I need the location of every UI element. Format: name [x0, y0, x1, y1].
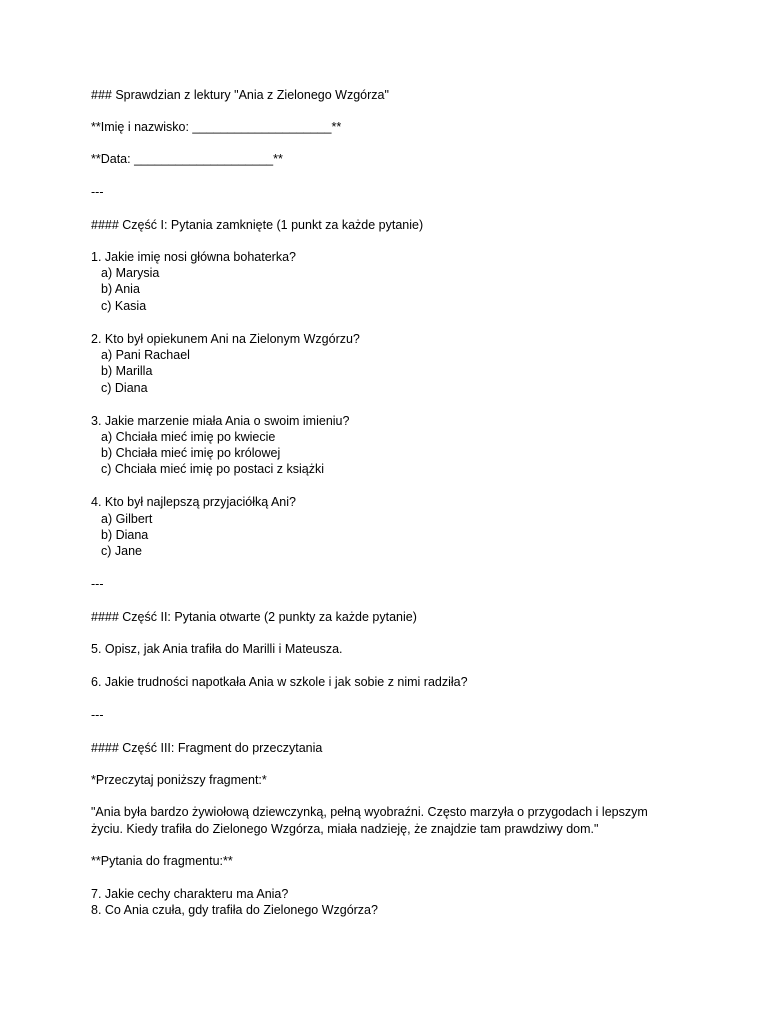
part3-heading: #### Część III: Fragment do przeczytania — [91, 741, 323, 755]
question-8: 8. Co Ania czuła, gdy trafiła do Zielonego Wzgórza? — [91, 903, 378, 917]
fragment-text-line-1: "Ania była bardzo żywiołową dziewczynką, pełną wyobraźni. Często marzyła o przygodach i lepszym — [91, 805, 648, 819]
part1-heading: #### Część I: Pytania zamknięte (1 punkt za każde pytanie) — [91, 218, 424, 232]
part2-heading: #### Część II: Pytania otwarte (2 punkty za każde pytanie) — [91, 610, 417, 624]
question-4-option-c: c) Jane — [101, 544, 142, 558]
fragment-questions-heading: **Pytania do fragmentu:** — [91, 854, 233, 868]
question-3: 3. Jakie marzenie miała Ania o swoim imieniu? — [91, 414, 350, 428]
question-3-option-c: c) Chciała mieć imię po postaci z książki — [101, 462, 324, 476]
question-4: 4. Kto był najlepszą przyjaciółką Ani? — [91, 495, 296, 509]
question-2-option-a: a) Pani Rachael — [101, 348, 190, 362]
question-1: 1. Jakie imię nosi główna bohaterka? — [91, 250, 296, 264]
fragment-instruction: *Przeczytaj poniższy fragment:* — [91, 773, 267, 787]
document-title: ### Sprawdzian z lektury "Ania z Zielonego Wzgórza" — [91, 88, 389, 102]
question-4-option-a: a) Gilbert — [101, 512, 153, 526]
question-3-option-a: a) Chciała mieć imię po kwiecie — [101, 430, 276, 444]
question-1-option-b: b) Ania — [101, 282, 140, 296]
name-field: **Imię i nazwisko: ____________________** — [91, 120, 342, 134]
question-2: 2. Kto był opiekunem Ani na Zielonym Wzgórzu? — [91, 332, 360, 346]
question-4-option-b: b) Diana — [101, 528, 149, 542]
question-2-option-b: b) Marilla — [101, 364, 153, 378]
question-2-option-c: c) Diana — [101, 381, 148, 395]
fragment-text-line-2: życiu. Kiedy trafiła do Zielonego Wzgórza, miała nadzieję, że znajdzie tam prawdziwy dom." — [91, 822, 599, 836]
question-7: 7. Jakie cechy charakteru ma Ania? — [91, 887, 289, 901]
separator: --- — [91, 708, 104, 722]
question-1-option-c: c) Kasia — [101, 299, 147, 313]
question-3-option-b: b) Chciała mieć imię po królowej — [101, 446, 281, 460]
question-6: 6. Jakie trudności napotkała Ania w szkole i jak sobie z nimi radziła? — [91, 675, 468, 689]
question-5: 5. Opisz, jak Ania trafiła do Marilli i Mateusza. — [91, 642, 343, 656]
separator: --- — [91, 185, 104, 199]
question-1-option-a: a) Marysia — [101, 266, 160, 280]
date-field: **Data: ____________________** — [91, 152, 283, 166]
separator: --- — [91, 577, 104, 591]
